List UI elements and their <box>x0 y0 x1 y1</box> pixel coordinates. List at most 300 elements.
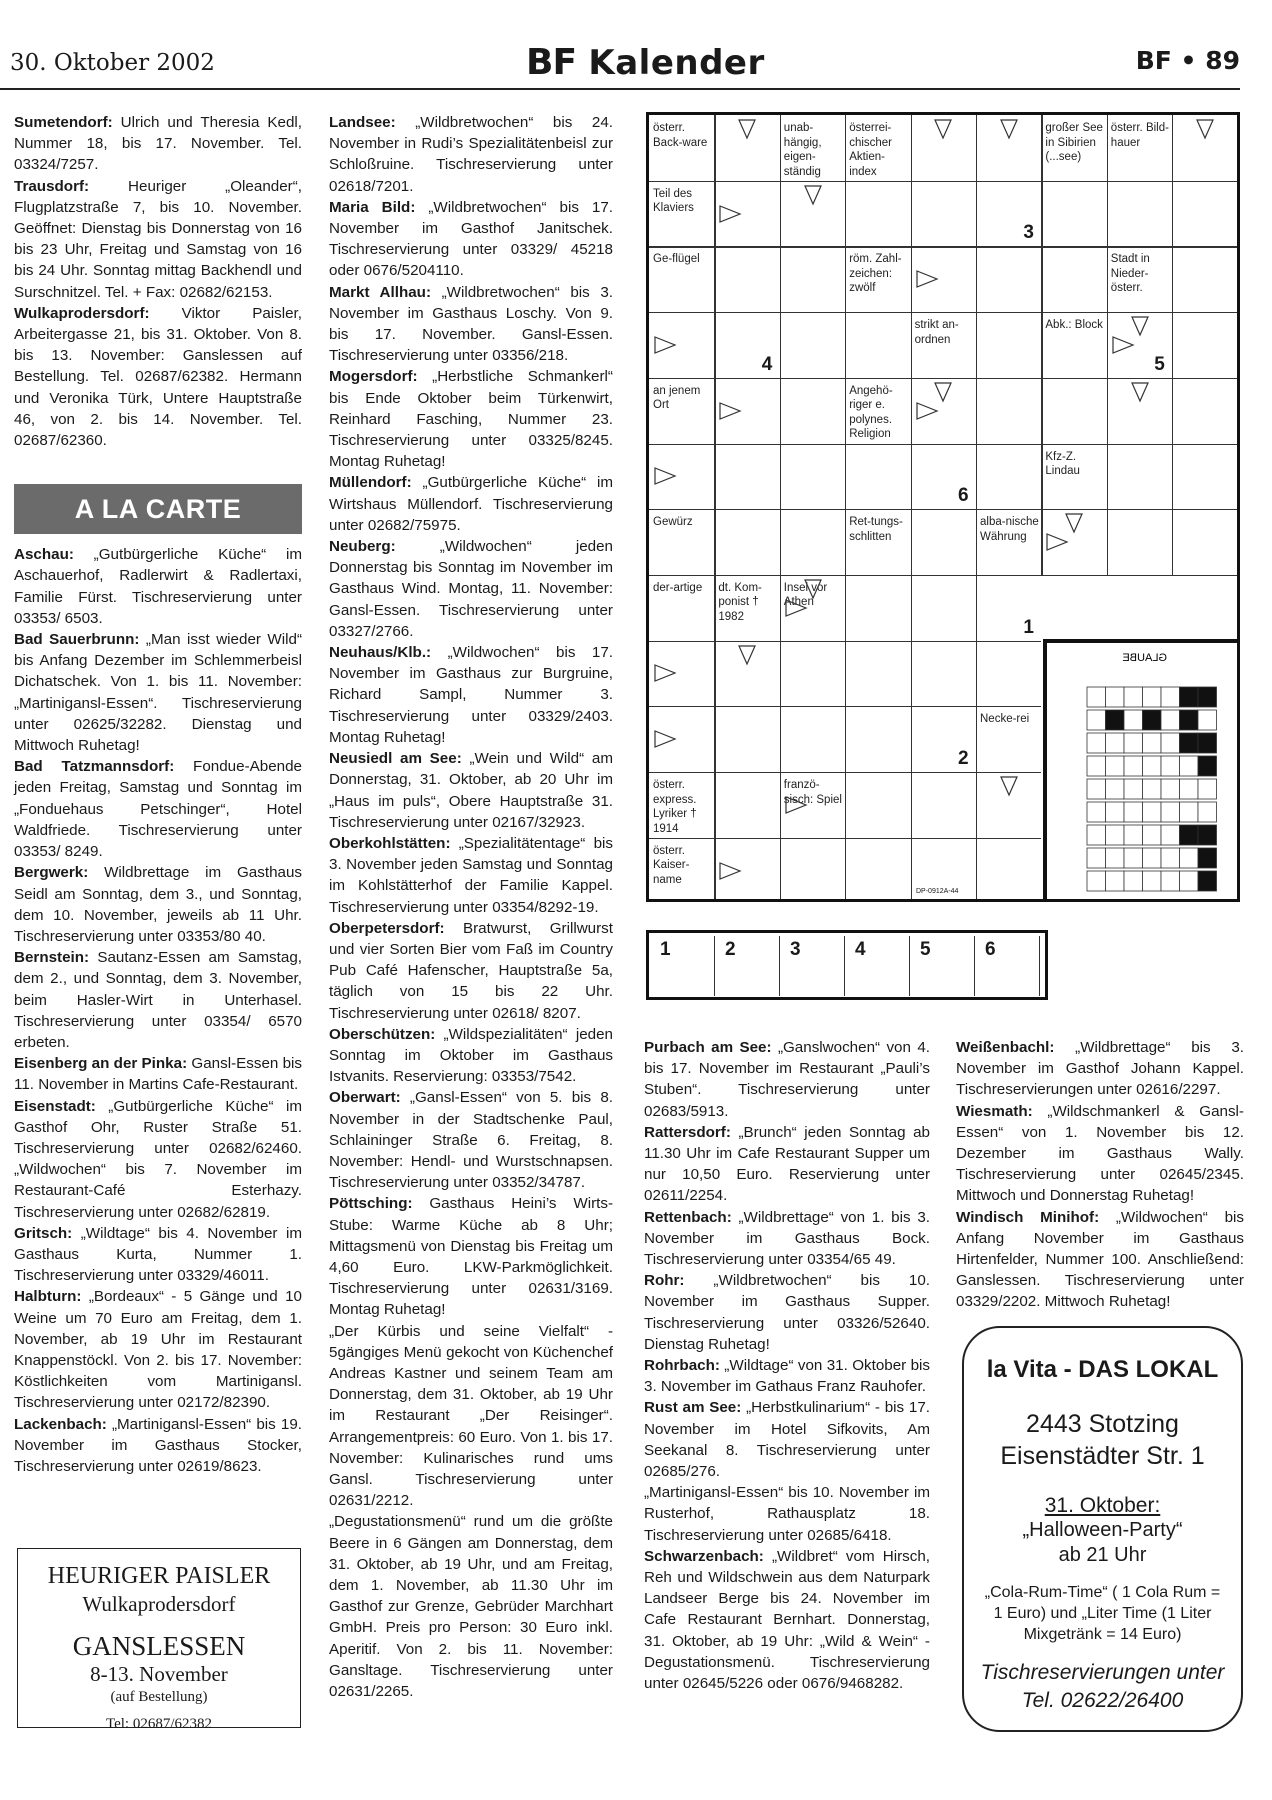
listing-text: „Martinigansl-Essen“ bis 19. November im Gasthaus Stocker, Tischreservierung unter 02619/8623. <box>14 1415 302 1475</box>
clue-c20: Insel vor Athen <box>783 581 828 609</box>
listing-entry <box>14 1286 302 1413</box>
inset-cell <box>1180 871 1199 891</box>
ad2-address-line2: Eisenstädter Str. 1 <box>1000 1442 1205 1470</box>
inset-cell <box>1198 710 1217 730</box>
listing-entry <box>329 472 613 536</box>
inset-cell <box>1124 825 1143 845</box>
listing-entry <box>329 536 613 642</box>
inset-cell <box>1161 779 1180 799</box>
arrow-right-icon <box>718 401 742 421</box>
inset-cell <box>1198 802 1217 822</box>
listing-entry <box>14 303 302 451</box>
clue-c5: österr. Bild-hauer <box>1110 122 1169 149</box>
inset-cell <box>1198 848 1217 868</box>
listing-entry <box>644 1355 930 1397</box>
column-2 <box>329 112 613 1702</box>
arrow-right-icon <box>915 269 939 289</box>
listing-entry <box>329 1024 613 1088</box>
listing-text: „Wein und Wild“ am Donnerstag, 31. Oktober, ab 20 Uhr im „Haus im puls“, Obere Hauptstraße 31. Tischreservierung unter 02167/32923. <box>329 750 613 831</box>
clue-c11: Abk.: Block <box>1045 319 1103 332</box>
listing-entry <box>644 1397 930 1482</box>
inset-cell <box>1143 779 1162 799</box>
inset-cell <box>1143 710 1162 730</box>
clue-c22: österr. express. Lyriker † 1914 <box>653 779 697 835</box>
listing-text: „Wildbretwochen“ bis 3. November im Gasthaus Loschy. Von 9. bis 17. November. Gansl-Essen. Tischreservierung unter 03356/218. <box>329 283 613 365</box>
listing-entry <box>14 544 302 629</box>
clue-c17: alba-nische Währung <box>980 516 1039 543</box>
listing-text: „Wildwochen“ jeden Donnerstag bis Sonntag im November im Gasthaus Wind. Montag, 11. November: Gansl-Essen. Tischreservierung unter 03327/2766. <box>329 538 613 640</box>
grid-line <box>649 509 1237 510</box>
inset-cell <box>1198 733 1217 753</box>
puzzle-code: DP-0912A-44 <box>916 888 959 895</box>
solution-number-marker: 6 <box>958 485 969 507</box>
ad2-promo-line1: „Cola-Rum-Time“ ( 1 Cola Rum = <box>984 1584 1221 1601</box>
listing-entry <box>644 1270 930 1355</box>
inset-cell <box>1180 710 1199 730</box>
listing-text: Wildbrettage im Gasthaus Seidl am Sonntag, dem 3., und Sonntag, dem 10. November, jeweils ab 11 Uhr. Tischreservierung unter 03353/80 40. <box>14 864 302 945</box>
listing-entry <box>329 197 613 282</box>
inset-cell <box>1124 779 1143 799</box>
inset-cell <box>1124 687 1143 707</box>
inset-cell <box>1198 825 1217 845</box>
inset-cell <box>1087 871 1106 891</box>
listing-entry <box>14 947 302 1053</box>
column-1 <box>14 112 302 1477</box>
arrow-down-icon <box>933 381 953 403</box>
solution-cell-label: 4 <box>855 939 866 960</box>
clue-c2: unab-hängig, eigen-ständig <box>783 122 822 178</box>
inset-cell <box>1161 733 1180 753</box>
listing-text: Sautanz-Essen am Samstag, dem 2., und Sonntag, dem 3. November, beim Hasler-Wirt in Unterhasel. Tischreservierung unter 03354/ 6570 erbeten. <box>14 949 302 1051</box>
listing-text: Fondue-Abende jeden Freitag, Samstag und Sonntag im „Fonduehaus Petschinger“, Hotel Waldfriede. Tischreservierung unter 03353/ 8249. <box>14 758 302 861</box>
listing-entry <box>329 1321 613 1512</box>
grid-line <box>1041 115 1042 575</box>
inset-cell <box>1087 756 1106 776</box>
listing-entry <box>14 1223 302 1287</box>
ad2-address <box>964 1408 1241 1472</box>
arrow-right-icon <box>718 861 742 881</box>
solution-cell[interactable] <box>652 936 715 996</box>
listing-place: Rohr: <box>644 1272 685 1290</box>
listing-text: „Der Kürbis und seine Vielfalt“ - 5gängiges Menü gekocht von Küchenchef Andreas Kastner und seinem Team am Donnerstag, dem 31. Oktober, ab 19 Uhr im Restaurant „Der Reisinger“. Arrangementpreis: 60 Euro. Von 1. bis 17. November: Kulinarisches rund ums Gansl. Tischreservierung unter 02631/2212. <box>329 1322 613 1510</box>
ad-heuriger-paisler <box>17 1548 301 1732</box>
inset-cell <box>1106 825 1125 845</box>
solution-number-marker: 1 <box>1023 616 1034 638</box>
listing-place: Aschau: <box>14 546 74 564</box>
clue-c24: österr. Kaiser-name <box>653 844 690 886</box>
inset-title: GLAUBE <box>1122 652 1167 664</box>
clue-c19: dt. Kom-ponist † 1982 <box>718 581 762 623</box>
inset-cell <box>1161 687 1180 707</box>
listing-entry <box>329 1193 613 1320</box>
inset-cell <box>1087 779 1106 799</box>
column-4 <box>956 1037 1244 1313</box>
ad2-date: 31. Oktober: <box>1044 1494 1161 1517</box>
ad2-reservation <box>964 1659 1241 1715</box>
listing-place: Rattersdorf: <box>644 1123 731 1141</box>
arrow-right-icon <box>653 335 677 355</box>
listing-text: „Wildspezialitäten“ jeden Sonntag im Oktober im Gasthaus Istvanits. Reservierung: 03353/7542. <box>329 1025 613 1086</box>
inset-cell <box>1124 802 1143 822</box>
listing-entry <box>956 1207 1244 1313</box>
listing-place: Sumetendorf: <box>14 114 113 131</box>
solution-cell[interactable] <box>782 936 845 996</box>
listing-entry <box>644 1207 930 1271</box>
inset-cell <box>1106 802 1125 822</box>
listing-place: Oberkohlstätten: <box>329 834 451 852</box>
clue-c4: großer See in Sibirien (...see) <box>1045 122 1103 163</box>
listing-place: Windisch Minihof: <box>956 1208 1100 1226</box>
page-number: BF • 89 <box>1135 46 1240 75</box>
listing-place: Wiesmath: <box>956 1102 1033 1120</box>
listing-text: „Wildbret“ vom Hirsch, Reh und Wildschwein aus dem Naturpark Landseer Berge bis 24. November im Cafe Restaurant Bernhart. Donnerstag, 31. Oktober, ab 19 Uhr: „Wild & Wein“ - Degustationsmenü. Tischreservierung unter 02645/5226 oder 0676/9468282. <box>644 1547 930 1693</box>
listing-entry <box>14 862 302 947</box>
listing-text: „Ganslwochen“ von 4. bis 17. November im Restaurant „Pauli’s Stuben“. Tischreservierung unter 02683/5913. <box>644 1039 930 1120</box>
listing-text: „Martinigansl-Essen“ bis 10. November im Rusterhof, Rathausplatz 18. Tischreservierung unter 02685/6418. <box>644 1484 930 1544</box>
inset-cell <box>1180 756 1199 776</box>
listing-text: „Wildschmankerl & Gansl-Essen“ von 1. November bis 12. Dezember im Gasthaus Wally. Tischreservierung unter 02645/2345. Mittwoch und Donnerstag Ruhetag! <box>956 1102 1244 1205</box>
clue-c12: an jenem Ort <box>653 384 701 412</box>
grid-line <box>780 115 781 899</box>
listing-place: Maria Bild: <box>329 198 416 216</box>
ad2-address-line1: 2443 Stotzing <box>1026 1410 1179 1438</box>
listing-place: Pöttsching: <box>329 1195 413 1213</box>
arrow-right-icon <box>653 663 677 683</box>
listing-text: Bratwurst, Grillwurst und vier Sorten Bier vom Faß im Country Pub Café Hafenscher, Hauptstraße 5a, täglich von 15 bis 22 Uhr. Tischreservierung unter 02618/ 8207. <box>329 919 613 1022</box>
clue-c14: Kfz-Z. Lindau <box>1045 450 1080 477</box>
listing-entry <box>329 642 613 748</box>
clue-c15: Gewürz <box>653 516 693 529</box>
listing-place: Rohrbach: <box>644 1357 720 1375</box>
listing-place: Oberpetersdorf: <box>329 919 445 937</box>
clue-c16: Ret-tungs-schlitten <box>849 516 903 543</box>
inset-cell <box>1143 848 1162 868</box>
ad1-dates: 8-13. November <box>90 1662 228 1686</box>
inset-cell <box>1161 871 1180 891</box>
listing-entry <box>329 366 613 472</box>
clue-c23: franzö-sisch: Spiel <box>783 779 842 806</box>
inset-cell <box>1087 802 1106 822</box>
solution-cell[interactable] <box>847 936 910 996</box>
listing-place: Neuhaus/Klb.: <box>329 644 432 662</box>
listing-entry <box>14 112 302 176</box>
listing-entry <box>14 1414 302 1478</box>
arrow-down-icon <box>999 118 1019 140</box>
grid-line <box>649 444 1237 445</box>
listing-text: „Gutbürgerliche Küche“ im Wirtshaus Müllendorf. Tischreservierung unter 02682/75975. <box>329 474 613 534</box>
arrow-right-icon <box>784 795 808 815</box>
listing-text: „Wildwochen“ bis Anfang November im Gasthaus Hirtenfelder, Nummer 100. Anschließend: Ganslessen. Tischreservierung unter 03329/2202. Mittwoch Ruhetag! <box>956 1208 1244 1311</box>
listing-text: „Wildtage“ bis 4. November im Gasthaus Kurta, Nummer 1. Tischreservierung unter 03329/46011. <box>14 1224 302 1285</box>
inset-cell <box>1161 825 1180 845</box>
grid-line <box>649 312 1237 313</box>
listing-place: Halbturn: <box>14 1288 82 1306</box>
solution-cell-label: 1 <box>660 939 671 960</box>
listing-place: Bad Sauerbrunn: <box>14 631 140 649</box>
solution-cell[interactable] <box>977 936 1040 996</box>
arrow-down-icon <box>1130 315 1150 337</box>
issue-date: 30. Oktober 2002 <box>10 50 215 76</box>
listing-place: Rettenbach: <box>644 1208 732 1226</box>
listing-entry <box>956 1101 1244 1207</box>
listing-place: Weißenbachl: <box>956 1039 1055 1056</box>
listing-entry <box>329 282 613 367</box>
listing-text: „Wildbrettage“ von 1. bis 3. November im Gasthaus Bock. Tischreservierung unter 03354/65 49. <box>644 1208 930 1269</box>
listing-place: Rust am See: <box>644 1399 742 1417</box>
inset-cell <box>1143 871 1162 891</box>
listing-text: „Bordeaux“ - 5 Gänge und 10 Weine um 70 Euro am Freitag, dem 1. November, ab 19 Uhr im Restaurant Knappenstöckl. Von 2. bis 17. November: Köstlichkeiten vom Martinigansl. Tischreservierung unter 02172/82390. <box>14 1288 302 1412</box>
inset-cell <box>1143 756 1162 776</box>
inset-cell <box>1180 733 1199 753</box>
listing-place: Mogersdorf: <box>329 368 418 386</box>
listing-text: Gansl-Essen bis 11. November in Martins Cafe-Restaurant. <box>14 1055 303 1094</box>
arrow-right-icon <box>653 466 677 486</box>
listing-place: Neuberg: <box>329 538 396 556</box>
inset-cells <box>1087 687 1217 891</box>
solution-cell-label: 5 <box>920 939 931 960</box>
solution-cell-label: 3 <box>790 939 801 960</box>
inset-cell <box>1087 687 1106 707</box>
inset-cell <box>1087 848 1106 868</box>
inset-cell <box>1106 733 1125 753</box>
ad1-note: (auf Bestellung) <box>110 1689 208 1705</box>
listing-text: „Herbstkulinarium“ - bis 17. November im Hotel Sifkovits, Am Seekanal 8. Tischreservierung unter 02685/276. <box>644 1399 930 1481</box>
listing-entry <box>14 1096 302 1223</box>
solution-row <box>646 930 1048 1000</box>
clue-c18: der-artige <box>653 581 703 594</box>
inset-cell <box>1087 825 1106 845</box>
clue-c13: Angehö-riger e. polynes. Religion <box>849 384 893 441</box>
listing-entry <box>644 1122 930 1207</box>
listing-entry <box>14 176 302 303</box>
grid-line <box>649 378 1237 379</box>
inset-cell <box>1106 848 1125 868</box>
ad2-reservation-phone: Tel. 02622/26400 <box>1021 1689 1184 1712</box>
ad2-promo-line2: 1 Euro) und „Liter Time (1 Liter <box>993 1605 1212 1622</box>
listing-place: Landsee: <box>329 114 396 131</box>
inset-cell <box>1124 756 1143 776</box>
inset-cell <box>1198 779 1217 799</box>
listing-text: „Gansl-Essen“ von 5. bis 8. November in der Stadtschenke Paul, Schlaininger Straße 6. Freitag, 8. November: Hendl- und Wurstschnapsen. Tischreservierung unter 03352/34787. <box>329 1089 613 1192</box>
arrow-right-icon <box>653 729 677 749</box>
arrow-down-icon <box>803 184 823 206</box>
grid-line <box>649 246 1237 247</box>
solution-cell-label: 2 <box>725 939 736 960</box>
arrow-down-icon <box>803 578 823 600</box>
heuriger-listings <box>14 112 302 451</box>
grid-line <box>649 641 1041 642</box>
arrow-right-icon <box>784 598 808 618</box>
arrow-right-icon <box>718 204 742 224</box>
listing-entry <box>644 1482 930 1546</box>
solution-cell[interactable] <box>912 936 975 996</box>
clue-c3: österrei-chischer Aktien-index <box>849 122 893 178</box>
ad2-promo <box>964 1582 1241 1645</box>
grid-line <box>714 115 715 899</box>
listing-place: Eisenstadt: <box>14 1097 96 1115</box>
inset-cell <box>1106 687 1125 707</box>
arrow-down-icon <box>1064 512 1084 534</box>
ad2-name: la Vita - DAS LOKAL <box>986 1356 1219 1383</box>
listing-place: Schwarzenbach: <box>644 1547 764 1565</box>
grid-line <box>649 181 1237 182</box>
listing-place: Müllendorf: <box>329 474 412 492</box>
inset-cell <box>1106 871 1125 891</box>
listing-place: Bad Tatzmannsdorf: <box>14 758 175 776</box>
listing-text: „Wildbretwochen“ bis 17. November im Gasthof Janitschek. Tischreservierung unter 03329/ 45218 oder 0676/5204110. <box>329 198 613 280</box>
listing-place: Gritsch: <box>14 1224 73 1242</box>
inset-cell <box>1161 756 1180 776</box>
inset-cell <box>1143 733 1162 753</box>
listing-text: „Spezialitätentage“ bis 3. November jeden Samstag und Sonntag im Kohlstätterhof der Familie Kappel. Tischreservierung unter 03354/8292-19. <box>329 834 613 916</box>
ad1-town: Wulkaprodersdorf <box>82 1592 236 1616</box>
solution-number-marker: 5 <box>1154 353 1165 375</box>
mirrored-puzzle-svg <box>1047 643 1237 899</box>
grid-line <box>649 575 1237 576</box>
listing-place: Neusiedl am See: <box>329 750 462 768</box>
inset-cell <box>1143 802 1162 822</box>
listing-text: Ulrich und Theresia Kedl, Nummer 18, bis 17. November. Tel. 03324/7257. <box>14 114 302 174</box>
ad2-event <box>964 1518 1241 1568</box>
inset-cell <box>1106 710 1125 730</box>
clue-c9: Stadt in Nieder-österr. <box>1110 253 1150 295</box>
listing-text: „Wildtage“ von 31. Oktober bis 3. November im Gathaus Franz Rauhofer. <box>644 1357 930 1396</box>
column-3 <box>644 1037 930 1694</box>
listing-text: Gasthaus Heini’s Wirts-Stube: Warme Küche ab 8 Uhr; Mittagsmenü von Dienstag bis Freitag um 4,60 Euro. LKW-Parkmöglichkeit. Tischreservierung unter 02631/3169. Montag Ruhetag! <box>329 1195 613 1319</box>
listing-text: „Gutbürgerliche Küche“ im Aschauerhof, Radlerwirt & Radlertaxi, Familie Fürst. Tischreservierung unter 03353/ 6503. <box>14 546 302 627</box>
inset-cell <box>1124 848 1143 868</box>
listing-place: Bergwerk: <box>14 864 89 882</box>
listing-place: Markt Allhau: <box>329 283 431 301</box>
inset-cell <box>1124 710 1143 730</box>
clue-c8: röm. Zahl-zeichen: zwölf <box>849 253 902 295</box>
section-title <box>526 42 765 83</box>
crossword-puzzle <box>646 112 1240 902</box>
arrow-down-icon <box>1195 118 1215 140</box>
grid-line <box>649 772 1041 773</box>
inset-cell <box>1106 756 1125 776</box>
ad1-name: HEURIGER PAISLER <box>47 1563 271 1589</box>
listing-text: „Brunch“ jeden Sonntag ab 11.30 Uhr im Cafe Restaurant Supper um nur 10,50 Euro. Reservierung unter 02611/2254. <box>644 1123 930 1205</box>
listing-entry <box>14 629 302 756</box>
arrow-down-icon <box>1130 381 1150 403</box>
arrow-right-icon <box>915 401 939 421</box>
listing-entry <box>644 1037 930 1122</box>
inset-cell <box>1124 871 1143 891</box>
solution-cell[interactable] <box>717 936 780 996</box>
listing-text: „Degustationsmenü“ rund um die größte Beere in 6 Gängen am Donnerstag, dem 31. Oktober, ab 19 Uhr, und am Freitag, dem 1. November, ab 11.30 Uhr im Gasthof zur Grenze, Gebrüder Marchhart GmbH. Preis pro Person: 30 Euro inkl. Aperitif. Von 2. bis 11. November: Gansltage. Tischreservierung unter 02631/2265. <box>329 1513 613 1701</box>
listing-place: Lackenbach: <box>14 1415 107 1433</box>
listing-place: Oberwart: <box>329 1089 401 1107</box>
listing-entry <box>329 748 613 833</box>
inset-cell <box>1106 779 1125 799</box>
inset-cell <box>1180 779 1199 799</box>
ad2-promo-line3: Mixgetränk = 14 Euro) <box>1023 1626 1182 1643</box>
ad2-reservation-line1: Tischreservierungen unter <box>980 1661 1225 1684</box>
ad2-event-line1: „Halloween-Party“ <box>1022 1519 1183 1541</box>
grid-line <box>976 115 977 899</box>
grid-line <box>649 838 1041 839</box>
listing-entry <box>644 1546 930 1694</box>
title-kalender: Kalender <box>588 43 765 83</box>
inset-cell <box>1180 848 1199 868</box>
ad-la-vita <box>962 1326 1243 1732</box>
ad2-event-line2: ab 21 Uhr <box>1058 1544 1147 1566</box>
inset-cell <box>1180 687 1199 707</box>
listing-entry <box>329 112 613 197</box>
listing-entry <box>329 833 613 918</box>
inset-cell <box>1161 710 1180 730</box>
listing-text: „Gutbürgerliche Küche“ im Gasthof Ohr, Ruster Straße 51. Tischreservierung unter 02682/62460. „Wildwochen“ bis 7. November im Restaurant-Café Esterhazy. Tischreservierung unter 02682/62819. <box>14 1097 302 1221</box>
solution-number-marker: 3 <box>1023 222 1034 244</box>
inset-cell <box>1180 825 1199 845</box>
inset-cell <box>1087 733 1106 753</box>
inset-cell <box>1161 848 1180 868</box>
listing-text: „Wildbretwochen“ bis 24. November in Rudi’s Spezialitätenbeisl zur Schloßruine. Tischreservierung unter 02618/7201. <box>329 114 613 195</box>
listing-text: Heuriger „Oleander“, Flugplatzstraße 7, bis 10. November. Geöffnet: Dienstag bis Donnerstag von 16 bis 23 Uhr, Freitag und Samstag von 16 bis 24 Uhr. Sonntag mittag Backhendl und Surschnitzel. Tel. + Fax: 02682/62153. <box>14 177 302 301</box>
title-bf: BF <box>526 42 577 83</box>
grid-line <box>1107 115 1108 575</box>
listing-text: Viktor Paisler, Arbeitergasse 21, bis 31. Oktober. Von 8. bis 13. November: Ganslessen auf Bestellung. Tel. 02687/62382. Hermann und Veronika Türk, Untere Hauptstraße 46, von 2. bis 14. November. Tel. 02687/62360. <box>14 304 302 450</box>
inset-cell <box>1198 687 1217 707</box>
solution-number-marker: 2 <box>958 748 969 769</box>
listing-entry <box>329 918 613 1024</box>
inset-cell <box>1087 710 1106 730</box>
inset-cell <box>1124 733 1143 753</box>
inset-cell <box>1143 687 1162 707</box>
inset-cell <box>1198 756 1217 776</box>
listing-entry <box>329 1511 613 1702</box>
page-header <box>0 40 1240 90</box>
listing-place: Bernstein: <box>14 949 90 967</box>
ad1-headline: GANSLESSEN <box>72 1631 246 1661</box>
listing-entry <box>14 1053 302 1095</box>
listing-entry <box>329 1087 613 1193</box>
solution-cell-label: 6 <box>985 939 996 960</box>
arrow-right-icon <box>1111 335 1135 355</box>
listing-text: „Man isst wieder Wild“ bis Anfang Dezember im Schlemmerbeisl Dichatschek. Von 1. bis 11. November: „Martinigansl-Essen“. Tischreservierung unter 02625/32282. Dienstag und Mittwoch Ruhetag! <box>14 631 303 755</box>
arrow-down-icon <box>933 118 953 140</box>
listing-place: Eisenberg an der Pinka: <box>14 1055 188 1073</box>
arrow-down-icon <box>999 775 1019 797</box>
inset-cell <box>1198 871 1217 891</box>
arrow-down-icon <box>737 644 757 666</box>
inset-cell <box>1143 825 1162 845</box>
clue-c21: Necke-rei <box>980 713 1030 726</box>
listing-text: „Herbstliche Schmankerl“ bis Ende Oktober beim Türkenwirt, Reinhard Fasching, Nummer 23. Tischreservierung unter 03325/8245. Montag Ruhetag! <box>329 368 613 471</box>
a-la-carte-listings <box>14 544 302 1477</box>
listing-place: Oberschützen: <box>329 1025 436 1043</box>
ad1-phone: Tel: 02687/62382 <box>105 1716 213 1732</box>
grid-line <box>649 706 1041 707</box>
listing-entry <box>14 756 302 862</box>
listing-place: Purbach am See: <box>644 1039 772 1056</box>
arrow-down-icon <box>737 118 757 140</box>
grid-line <box>1172 115 1173 575</box>
inset-cell <box>1161 802 1180 822</box>
listing-text: „Wildbrettage“ bis 3. November im Gasthof Johann Kappel. Tischreservierungen unter 02616/2297. <box>956 1039 1244 1099</box>
inset-cell <box>1180 802 1199 822</box>
grid-line <box>845 115 846 899</box>
listing-text: „Wildbretwochen“ bis 10. November im Gasthaus Supper. Tischreservierung unter 03326/52640. Dienstag Ruhetag! <box>644 1272 930 1353</box>
grid-line <box>911 115 912 899</box>
listing-entry <box>956 1037 1244 1101</box>
listing-place: Trausdorf: <box>14 177 90 195</box>
arrow-right-icon <box>1045 532 1069 552</box>
solution-number-marker: 4 <box>761 353 773 375</box>
clue-c6: Teil des Klaviers <box>653 187 694 215</box>
listing-place: Wulkaprodersdorf: <box>14 304 150 322</box>
